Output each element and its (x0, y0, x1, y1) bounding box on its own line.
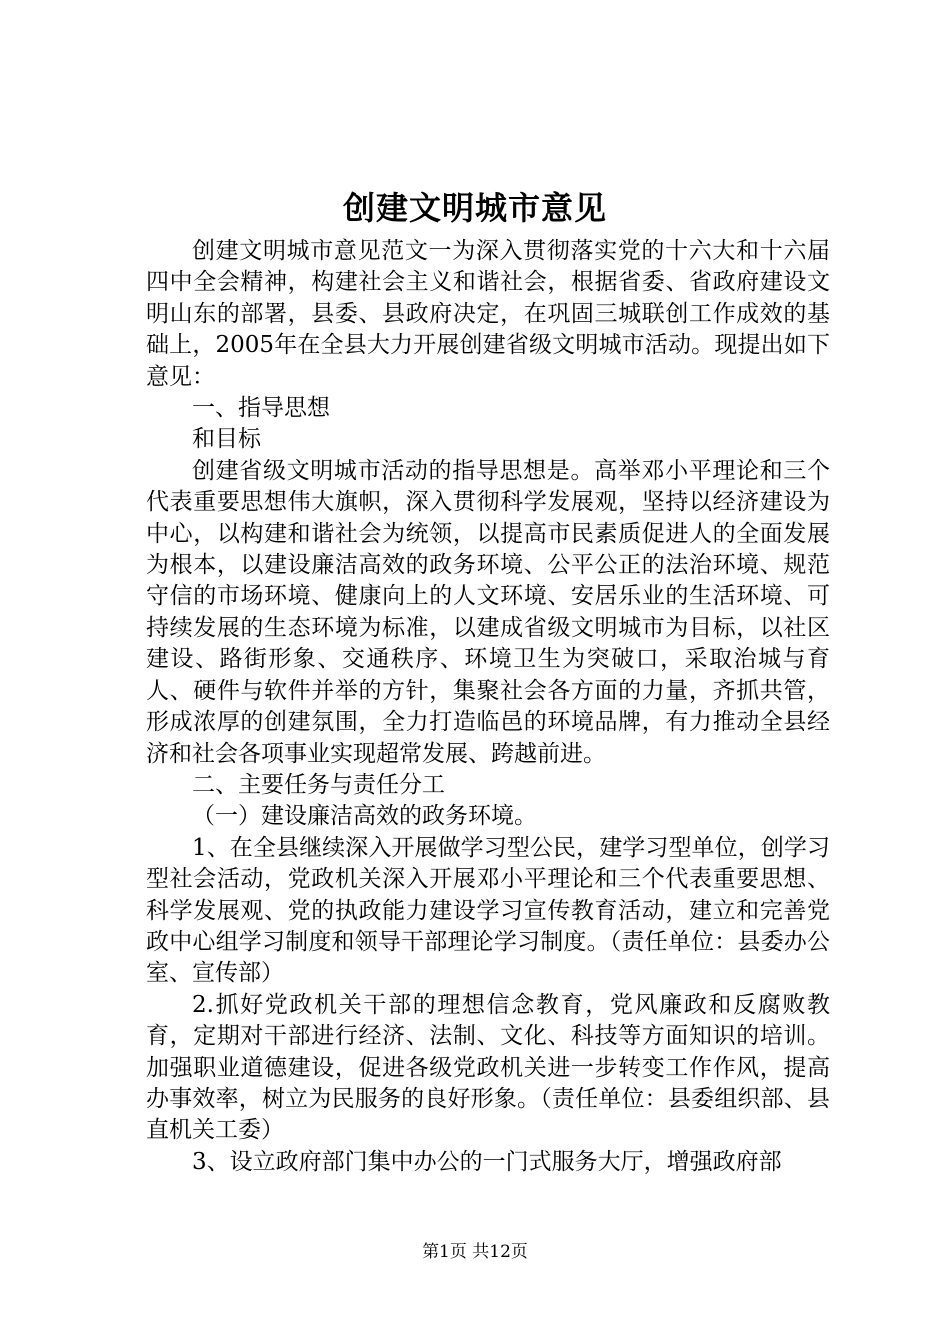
paragraph-item-2: 2.抓好党政机关干部的理想信念教育，党风廉政和反腐败教育，定期对干部进行经济、法制、文化、科技等方面知识的培训。加强职业道德建设，促进各级党政机关进一步转变工作作风，提高办事效率，树立为民服务的良好形象。（责任单位：县委组织部、县直机关工委） (146, 991, 830, 1144)
document-body (146, 236, 830, 1178)
paragraph-intro: 创建文明城市意见范文一为深入贯彻落实党的十六大和十六届四中全会精神，构建社会主义和谐社会，根据省委、省政府建设文明山东的部署，县委、县政府决定，在巩固三城联创工作成效的基础上，2005年在全县大力开展创建省级文明城市活动。现提出如下意见： (146, 238, 830, 390)
section-heading-main-tasks: 二、主要任务与责任分工 (192, 771, 445, 798)
page-number-footer: 第1页 共12页 (422, 1242, 528, 1262)
paragraph-item-1: 1、在全县继续深入开展做学习型公民，建学习型单位，创学习型社会活动，党政机关深入开展邓小平理论和三个代表重要思想、科学发展观、党的执政能力建设学习宣传教育活动，建立和完善党政中心组学习制度和领导干部理论学习制度。（责任单位：县委办公室、宣传部） (146, 834, 830, 987)
paragraph-item-3: 3、设立政府部门集中办公的一门式服务大厅，增强政府部 (192, 1148, 782, 1175)
paragraph-guiding-thought: 创建省级文明城市活动的指导思想是。高举邓小平理论和三个代表重要思想伟大旗帜，深入贯彻科学发展观，坚持以经济建设为中心，以构建和谐社会为统领，以提高市民素质促进人的全面发展为根本，以建设廉洁高效的政务环境、公平公正的法治环境、规范守信的市场环境、健康向上的人文环境、安居乐业的生活环境、可持续发展的生态环境为标准，以建成省级文明城市为目标，以社区建设、路街形象、交通秩序、环境卫生为突破口，采取治城与育人、硬件与软件并举的方针，集聚社会各方面的力量，齐抓共管，形成浓厚的创建氛围，全力打造临邑的环境品牌，有力推动全县经济和社会各项事业实现超常发展、跨越前进。 (146, 457, 830, 767)
subsection-heading-government-environment: （一）建设廉洁高效的政务环境。 (192, 803, 537, 830)
section-heading-goals: 和目标 (192, 426, 261, 453)
document-title: 创建文明城市意见 (342, 189, 607, 227)
section-heading-guiding-thought: 一、指导思想 (192, 395, 330, 422)
